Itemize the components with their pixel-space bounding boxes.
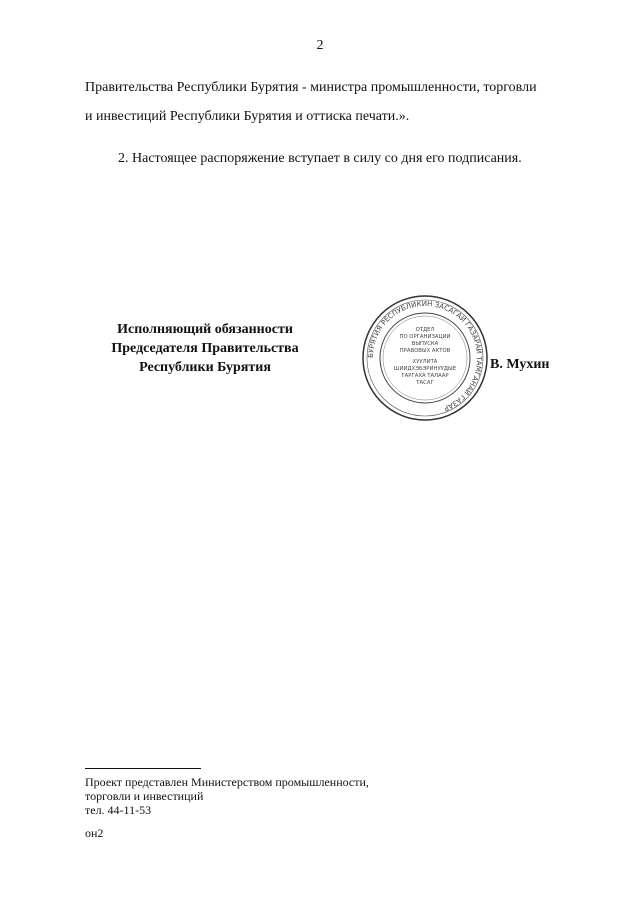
seal-line-3: ВЫПУСКА (411, 341, 439, 347)
paragraph-2: 2. Настоящее распоряжение вступает в силу со дня его подписания. (118, 151, 522, 166)
seal-line-2: ПО ОРГАНИЗАЦИИ (399, 334, 451, 340)
footnote-line-1: Проект представлен Министерством промышленности, (85, 775, 369, 789)
paragraph-1 (85, 73, 585, 131)
signatory-title (80, 320, 330, 377)
paragraph-1-line-2: и инвестиций Республики Бурятия и оттиска печати.». (85, 109, 410, 124)
official-seal-stamp (360, 293, 490, 423)
seal-line-4: ПРАВОВЫХ АКТОВ (399, 348, 451, 354)
paragraph-1-line-1: Правительства Республики Бурятия - министра промышленности, торговли (85, 80, 537, 95)
footnote-line-2: торговли и инвестиций (85, 789, 204, 803)
signatory-title-line-1: Исполняющий обязанности (117, 322, 293, 337)
signatory-name: В. Мухин (490, 357, 550, 372)
signatory-title-line-2: Председателя Правительства (111, 341, 299, 356)
seal-line-7: ГАРГАХА ТАЛААР (401, 373, 449, 379)
signatory-title-line-3: Республики Бурятия (139, 360, 271, 375)
page-number: 2 (316, 38, 324, 53)
seal-line-8: ТАСАГ (416, 380, 434, 386)
footnote-phone: тел. 44-11-53 (85, 803, 152, 817)
footnote (85, 775, 369, 817)
seal-line-5: ХУУЛИТА (412, 359, 438, 365)
document-code: он2 (85, 826, 104, 840)
seal-line-6: ШИИДХЭБЭРИНУУДЫЕ (393, 366, 457, 372)
footnote-divider (85, 768, 201, 769)
seal-ring-text: БУРЯТИЯ РЕСПУБЛИКИН ЗАСАГАЙ ГАЗАРАЙ ТАМГАНАЙ ГАЗАР (366, 299, 484, 413)
seal-line-1: ОТДЕЛ (415, 327, 435, 333)
